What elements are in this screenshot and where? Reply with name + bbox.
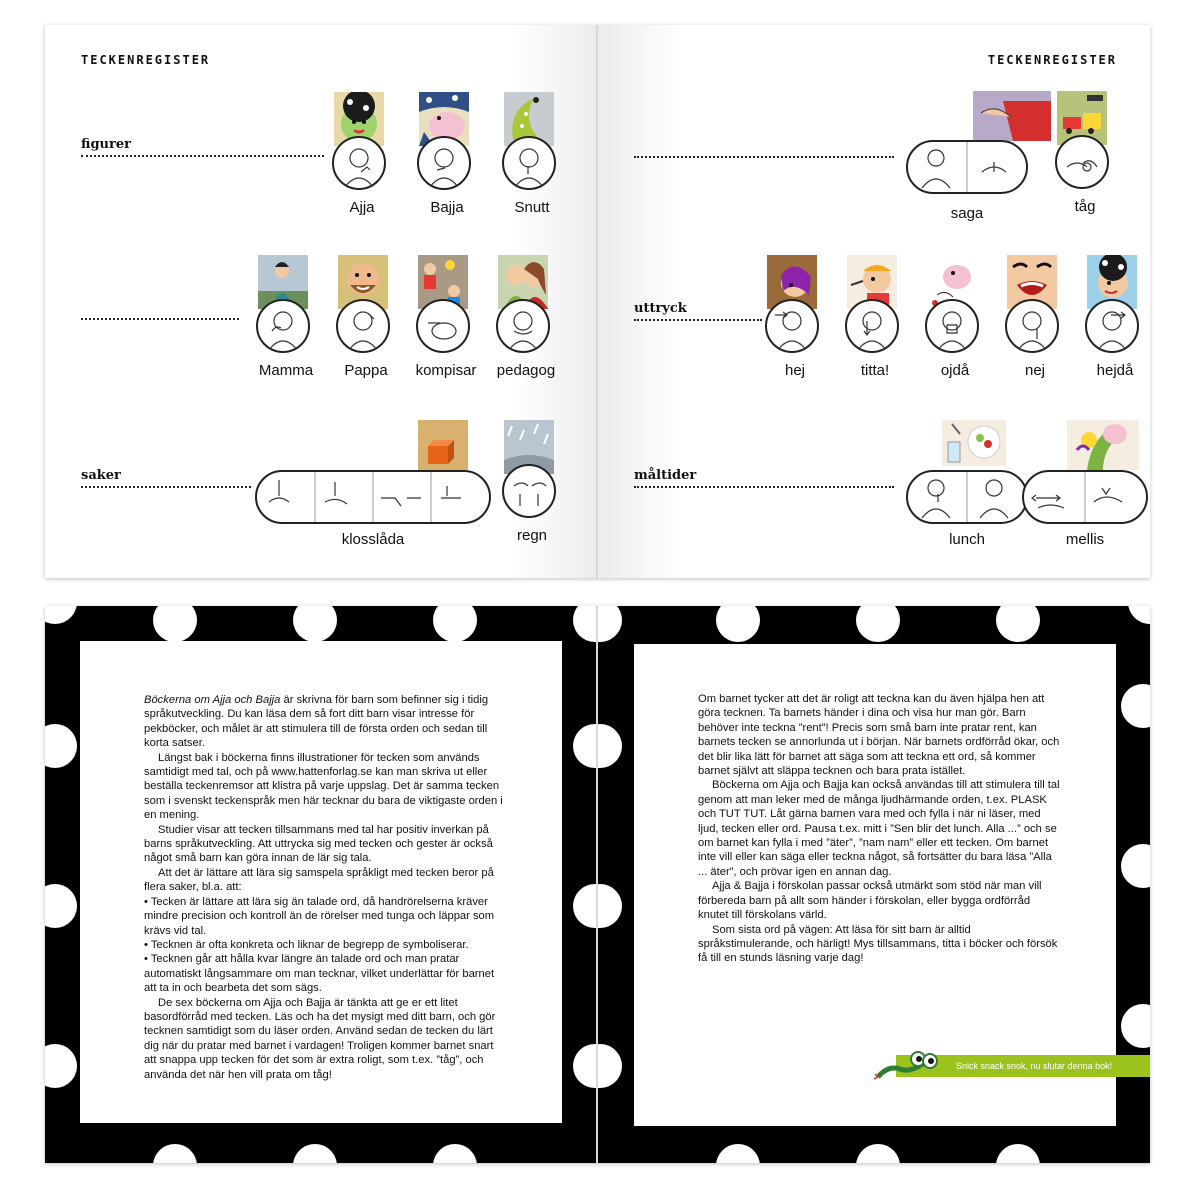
sign-word: klosslåda: [341, 531, 405, 548]
paragraph-lead: Böckerna om Ajja och Bajja: [144, 694, 281, 706]
bullet-item: • Tecken är lättare att lära sig än talade ord, då handrörelserna kräver mindre precision och kontroll än de rörelser med tunga och läppar som krävs vid tal.: [144, 895, 495, 937]
sign-word: lunch: [949, 531, 985, 548]
sign-word: hej: [784, 362, 806, 379]
sign-hand-drawing: [496, 299, 550, 353]
category-label-saker: saker: [81, 468, 121, 483]
category-label-figurer: figurer: [81, 137, 131, 152]
sign-index-left-page: [45, 25, 597, 578]
intro-text: [144, 693, 506, 1082]
sign-hand-drawing: [332, 136, 386, 190]
text-panel: [80, 641, 562, 1123]
paragraph: Som sista ord på vägen: Att läsa för sitt barn är alltid språkstimulerande, och härligt! Mys tillsammans, titta i böcker och försök få till en stunds läsning varje dag!: [698, 923, 1058, 965]
sign-word: saga: [950, 205, 984, 222]
page-header: TECKENREGISTER: [81, 53, 211, 67]
sign-hand-drawing: [416, 299, 470, 353]
paragraph: [144, 693, 506, 751]
dotted-line: [634, 486, 894, 488]
lunch-illustration: [942, 420, 1006, 466]
sign-hand-drawing: [336, 299, 390, 353]
paragraph: Längst bak i böckerna finns illustrationer för tecken som används samtidigt med tal, och på www.hattenforlag.se kan man skriva ut eller beställa teckenremsor att klistra på varje uppslag. Det är samma tecken som i svenskt teckenspråk men här tecknar du bara de viktigaste orden i en mening.: [144, 751, 503, 822]
bottom-spread: [45, 606, 1150, 1163]
category-label-uttryck: uttryck: [634, 301, 687, 316]
sign-strip-klosslada: [255, 470, 491, 524]
sign-strip-saga: [906, 140, 1028, 194]
sign-index-right-page: [598, 25, 1150, 578]
sign-word: hejdå: [1096, 362, 1134, 379]
paragraph: Om barnet tycker att det är roligt att teckna kan du även hjälpa hen att göra tecknen. Ta barnets händer i dina och visa hur man gör. Barn behöver inte teckna ”rent”! Precis som små barn inte pratar rent, kan barnets tecken se annorlunda ut i början. När barnets ordförråd ökar, och det blir lika lätt för barnet att säga som att teckna ett ord, så kommer barnet självt att släppa tecknen och bara prata istället.: [698, 693, 1060, 778]
category-label-maltider: måltider: [634, 468, 697, 483]
dotted-line: [81, 155, 324, 157]
sign-word: pedagog: [496, 362, 556, 379]
dotted-line: [634, 319, 762, 321]
sign-strip-mellis: [1022, 470, 1148, 524]
sign-word: mellis: [1065, 531, 1105, 548]
sign-hand-drawing: [417, 136, 471, 190]
sign-word: titta!: [860, 362, 890, 379]
sign-hand-drawing: [256, 299, 310, 353]
snake-icon: [874, 1047, 940, 1083]
paragraph: Att det är lättare att lära sig samspela språkligt med tecken beror på flera saker, bl.a. att:: [144, 866, 494, 894]
sign-word: tåg: [1074, 198, 1096, 215]
dotted-line: [81, 486, 251, 488]
sign-hand-drawing: [1055, 135, 1109, 189]
sign-hand-drawing: [925, 299, 979, 353]
saga-illustration: [973, 91, 1051, 141]
bullet-item: • Tecknen går att hålla kvar längre än talade ord och man pratar automatiskt långsammare om man tecknar, vilket underlättar för barnet att ta in och bearbeta det som sägs.: [144, 953, 495, 995]
paragraph: Studier visar att tecken tillsammans med tal har positiv inverkan på barns språkutveckling. Att uttrycka sig med tecken och gester är också något små barn kan göra innan de lär sig tala.: [144, 823, 493, 865]
paragraph-text: är skrivna för barn som befinner sig i tidig språkutveckling. Du kan läsa dem så fort ditt barn visar intresse för pekböcker, och målet är att stimulera till de första orden och sedan till korta satser.: [144, 694, 489, 750]
sign-hand-drawing: [845, 299, 899, 353]
paragraph: De sex böckerna om Ajja och Bajja är tänkta att ge er ett litet basordförråd med tecken. Läs och ha det mysigt med ditt barn, och gör tecknen samtidigt som du läser orden. Använd sedan de tecken du lärt dig när du pratar med barnet i vardagen! Troligen kommer barnet snart att snappa upp tecken för det som är extra roligt, som t.ex. ”tåg”, och använda det när hen vill prata om tåg!: [144, 996, 496, 1081]
sign-word: ojdå: [940, 362, 970, 379]
paragraph: Böckerna om Ajja och Bajja kan också användas till att stimulera till tal genom att man leker med de många ljudhärmande orden, t.ex. PLASK och TUT TUT. Låt gärna barnen vara med och fylla i när ni läser, med ljud, tecken eller ord. Pausa t.ex. mitt i ”Sen blir det lunch. Alla ...” och se om barnet kan fylla i med ”äter”, ”nam nam” eller ett tecken. Om barnet inte vill eller kan säga eller teckna något, så fortsätter du bara läsa ”Alla ... äter”, och prövar igen en annan dag.: [698, 779, 1060, 878]
sign-word: kompisar: [415, 362, 477, 379]
end-banner: [896, 1055, 1150, 1077]
paragraph: Ajja & Bajja i förskolan passar också utmärkt som stöd när man vill förbereda barn på allt som händer i förskolan, eller bygga ordförråd knutet till förskolans värld.: [698, 880, 1042, 922]
top-spread: [45, 25, 1150, 578]
sign-word: Bajja: [430, 199, 464, 216]
sign-hand-drawing: [502, 136, 556, 190]
guidance-text: [698, 692, 1060, 966]
sign-hand-drawing: [1085, 299, 1139, 353]
sign-word: Snutt: [514, 199, 550, 216]
sign-word: Mamma: [258, 362, 314, 379]
sign-hand-drawing: [1005, 299, 1059, 353]
end-banner-text: Snick snack snok, nu slutar denna bok!: [956, 1061, 1113, 1071]
page-header: TECKENREGISTER: [987, 53, 1117, 67]
dotted-line: [634, 156, 894, 158]
sign-hand-drawing: [765, 299, 819, 353]
sign-strip-lunch: [906, 470, 1028, 524]
dotted-line: [81, 318, 239, 320]
sign-word: Ajja: [349, 199, 375, 216]
sign-word: nej: [1024, 362, 1046, 379]
info-left-page: [45, 606, 597, 1163]
sign-word: Pappa: [344, 362, 388, 379]
bullet-item: • Tecknen är ofta konkreta och liknar de begrepp de symboliserar.: [144, 938, 469, 951]
klosslada-illustration: [418, 420, 468, 470]
sign-hand-drawing: [502, 464, 556, 518]
info-right-page: [598, 606, 1150, 1163]
sign-word: regn: [516, 527, 548, 544]
mellis-illustration: [1067, 420, 1139, 470]
